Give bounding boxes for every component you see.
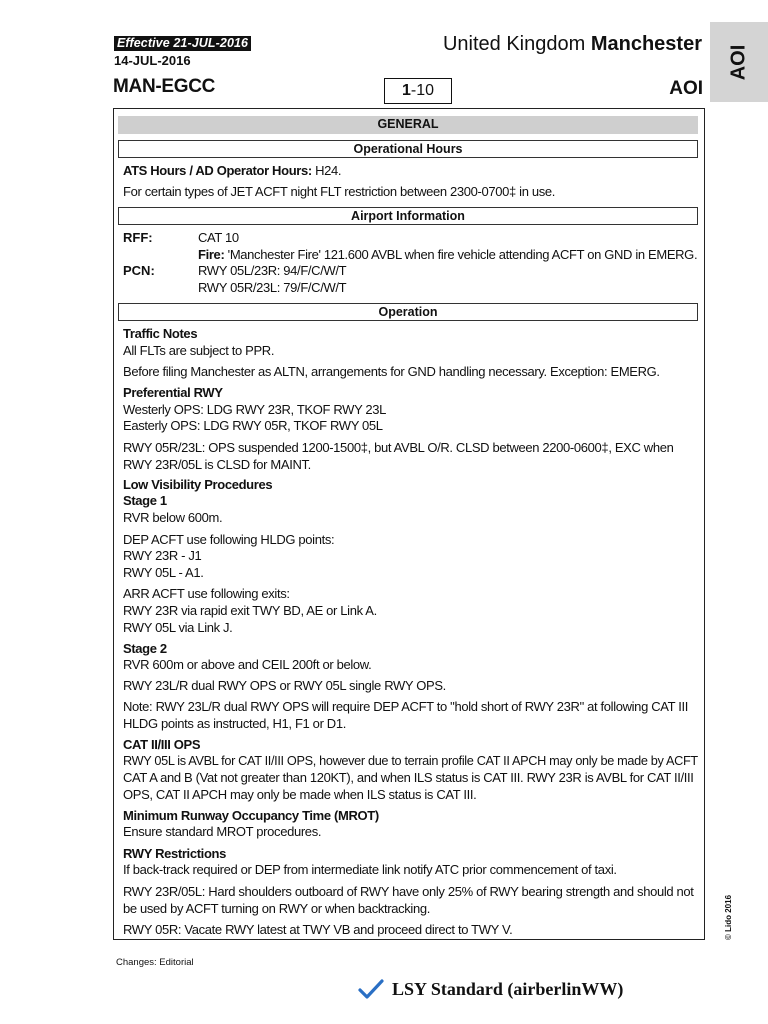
- country-name: United Kingdom: [442, 33, 586, 55]
- section-airport-information-heading: Airport Information: [118, 207, 698, 225]
- preferential-rwy-easterly: Easterly OPS: LDG RWY 05R, TKOF RWY 05L: [123, 418, 383, 433]
- city-name: Manchester: [590, 33, 702, 55]
- fire-line: [198, 246, 697, 263]
- preferential-rwy-heading: Preferential RWY: [123, 385, 223, 400]
- stage-2-note-line-2: HLDG points as instructed, H1, F1 or D1.: [123, 716, 346, 731]
- fire-value: 'Manchester Fire' 121.600 AVBL when fire vehicle attending ACFT on GND in EMERG.: [224, 247, 698, 262]
- pcn-line-2: RWY 05R/23L: 79/F/C/W/T: [198, 280, 347, 295]
- location-title: [443, 33, 702, 56]
- traffic-notes-heading: Traffic Notes: [123, 326, 198, 341]
- traffic-note-2: Before filing Manchester as ALTN, arrangements for GND handling necessary. Exception: EMERG.: [123, 364, 660, 379]
- stage-1-dep-23r: RWY 23R - J1: [123, 548, 202, 563]
- lido-copyright-text: © Lido 2016: [724, 894, 733, 940]
- rwy-restrictions-heading: RWY Restrictions: [123, 846, 227, 861]
- night-restriction-note: For certain types of JET ACFT night FLT restriction between 2300-0700‡ in use.: [123, 184, 556, 199]
- mrot-heading: Minimum Runway Occupancy Time (MROT): [123, 808, 379, 823]
- pcn-label: PCN:: [123, 263, 155, 278]
- changes-note: Changes: Editorial: [116, 957, 194, 968]
- lvp-heading: Low Visibility Procedures: [123, 477, 273, 492]
- standard-footer: [358, 978, 623, 1000]
- cat-ops-line-1: RWY 05L is AVBL for CAT II/III OPS, however due to terrain profile CAT II APCH may only be made by ACFT: [123, 753, 698, 768]
- stage-2-rwy-ops: RWY 23L/R dual RWY OPS or RWY 05L single RWY OPS.: [123, 678, 446, 693]
- rwy-restriction-3: RWY 05R: Vacate RWY latest at TWY VB and proceed direct to TWY V.: [123, 922, 513, 937]
- pcn-line-1: RWY 05L/23R: 94/F/C/W/T: [198, 263, 347, 278]
- lido-copyright: [724, 894, 736, 952]
- page-number: -10: [410, 82, 435, 99]
- section-code: AOI: [669, 78, 703, 99]
- effective-date-banner: Effective 21-JUL-2016: [114, 36, 251, 51]
- stage-1-dep-05l: RWY 05L - A1.: [123, 565, 204, 580]
- rff-value: CAT 10: [198, 230, 239, 245]
- stage-1-arr-05l: RWY 05L via Link J.: [123, 620, 233, 635]
- stage-2-heading: Stage 2: [123, 641, 167, 656]
- checkmark-icon: [358, 978, 384, 1000]
- section-operation-heading: Operation: [118, 303, 698, 321]
- section-operational-hours-heading: Operational Hours: [118, 140, 698, 158]
- section-general-heading: GENERAL: [118, 116, 698, 134]
- stage-1-arr-23r: RWY 23R via rapid exit TWY BD, AE or Link A.: [123, 603, 377, 618]
- page-number-box: [384, 78, 452, 104]
- section-tab-label: AOI: [727, 44, 750, 80]
- traffic-note-1: All FLTs are subject to PPR.: [123, 343, 275, 358]
- stage-1-heading: Stage 1: [123, 493, 167, 508]
- standard-label: LSY Standard (airberlinWW): [392, 978, 624, 999]
- stage-1-rvr: RVR below 600m.: [123, 510, 223, 525]
- cat-ops-line-2: CAT A and B (Vat not greater than 120KT), and when ILS status is CAT III. RWY 23R is AVBL for CAT II/III: [123, 770, 694, 785]
- cat-ops-heading: CAT II/III OPS: [123, 737, 201, 752]
- stage-2-note-line-1: Note: RWY 23L/R dual RWY OPS will require DEP ACFT to "hold short of RWY 23R" at following CAT III: [123, 699, 689, 714]
- rff-label: RFF:: [123, 230, 153, 245]
- stage-1-arr: ARR ACFT use following exits:: [123, 586, 290, 601]
- ats-hours-line: [123, 162, 341, 179]
- issue-date: 14-JUL-2016: [114, 53, 191, 68]
- stage-2-rvr: RVR 600m or above and CEIL 200ft or below.: [123, 657, 372, 672]
- rwy-05r-23l-note-line-2: RWY 23R/05L is CLSD for MAINT.: [123, 457, 311, 472]
- rwy-restriction-2-line-2: be used by ACFT turning on RWY or when backtracking.: [123, 901, 430, 916]
- section-tab[interactable]: [710, 22, 768, 102]
- airport-ident: MAN-EGCC: [113, 76, 216, 97]
- page-chapter: 1: [401, 82, 411, 99]
- fire-label: Fire:: [198, 247, 225, 262]
- mrot-note: Ensure standard MROT procedures.: [123, 824, 322, 839]
- cat-ops-line-3: OPS, CAT II APCH may only be made when ILS status is CAT III.: [123, 787, 477, 802]
- stage-1-dep: DEP ACFT use following HLDG points:: [123, 532, 335, 547]
- rwy-restriction-2-line-1: RWY 23R/05L: Hard shoulders outboard of RWY have only 25% of RWY bearing strength and should not: [123, 884, 694, 899]
- preferential-rwy-westerly: Westerly OPS: LDG RWY 23R, TKOF RWY 23L: [123, 402, 387, 417]
- ats-hours-value: H24.: [311, 163, 342, 178]
- rwy-restriction-1: If back-track required or DEP from intermediate link notify ATC prior commencement of taxi.: [123, 862, 617, 877]
- ats-hours-label: ATS Hours / AD Operator Hours:: [123, 163, 312, 178]
- rwy-05r-23l-note-line-1: RWY 05R/23L: OPS suspended 1200-1500‡, but AVBL O/R. CLSD between 2200-0600‡, EXC when: [123, 440, 674, 455]
